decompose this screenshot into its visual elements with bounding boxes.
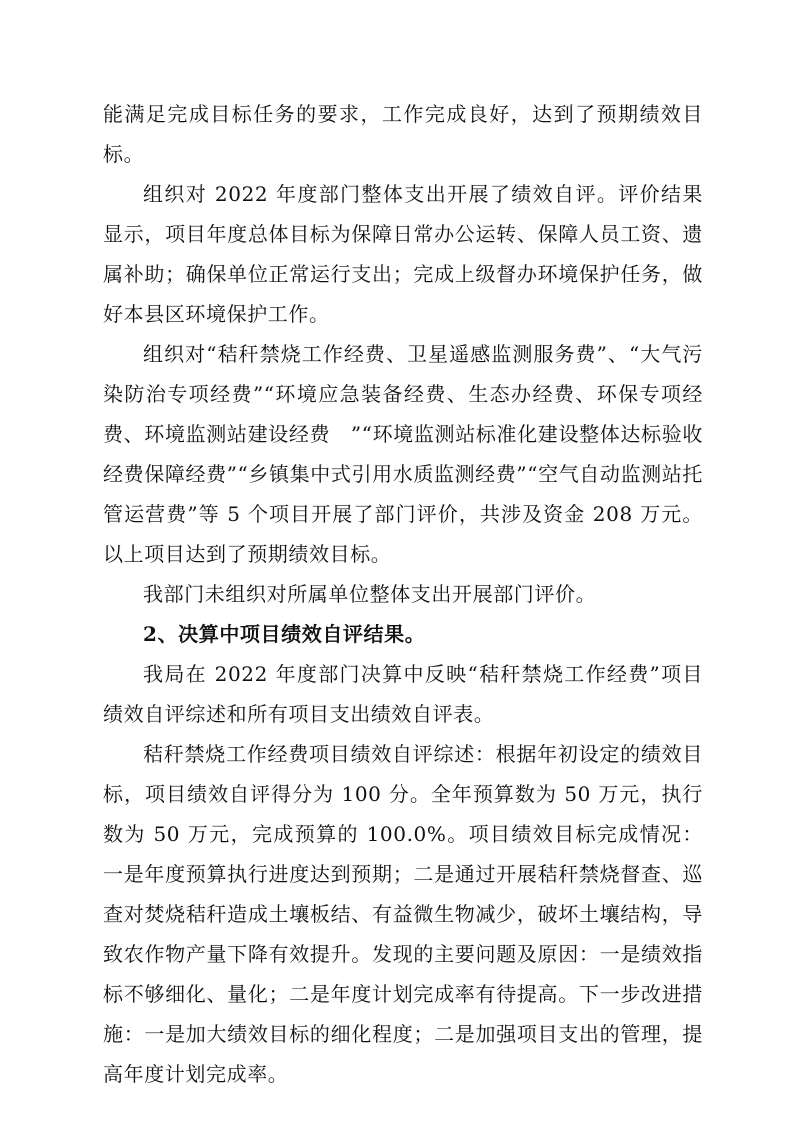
paragraph-straw-burning-summary: 秸秆禁烧工作经费项目绩效自评综述：根据年初设定的绩效目标，项目绩效自评得分为 100 分。全年预算数为 50 万元，执行数为 50 万元，完成预算的 100.0%。项目绩效目标完成情况：一是年度预算执行进度达到预期；二是通过开展秸秆禁烧督查、巡查对焚烧秸秆造成土壤板结、有益微生物减少，破坏土壤结构，导致农作物产量下降有效提升。发现的主要问题及原因：一是绩效指标不够细化、量化；二是年度计划完成率有待提高。下一步改进措施：一是加大绩效目标的细化程度；二是加强项目支出的管理，提高年度计划完成率。 <box>103 742 703 1086</box>
paragraph-project-evaluation: 组织对“秸秆禁烧工作经费、卫星遥感监测服务费”、“大气污染防治专项经费”“环境应急装备经费、生态办经费、环保专项经费、环境监测站建设经费 ”“环境监测站标准化建设整体达标验收经费保障经费”“乡镇集中式引用水质监测经费”“空气自动监测站托管运营费”等 5 个项目开展了部门评价，共涉及资金 208 万元。以上项目达到了预期绩效目标。 <box>103 342 703 566</box>
paragraph-final-accounts: 我局在 2022 年度部门决算中反映“秸秆禁烧工作经费”项目绩效自评综述和所有项目支出绩效自评表。 <box>103 662 703 726</box>
paragraph-overall-self-evaluation: 组织对 2022 年度部门整体支出开展了绩效自评。评价结果显示，项目年度总体目标为保障日常办公运转、保障人员工资、遗属补助；确保单位正常运行支出；完成上级督办环境保护任务，做好本县区环境保护工作。 <box>103 182 703 326</box>
section-heading: 2、决算中项目绩效自评结果。 <box>143 622 426 646</box>
document-body <box>103 94 703 1094</box>
paragraph-continuation: 能满足完成目标任务的要求，工作完成良好，达到了预期绩效目标。 <box>103 102 703 166</box>
paragraph-subordinate-units: 我部门未组织对所属单位整体支出开展部门评价。 <box>143 582 597 606</box>
